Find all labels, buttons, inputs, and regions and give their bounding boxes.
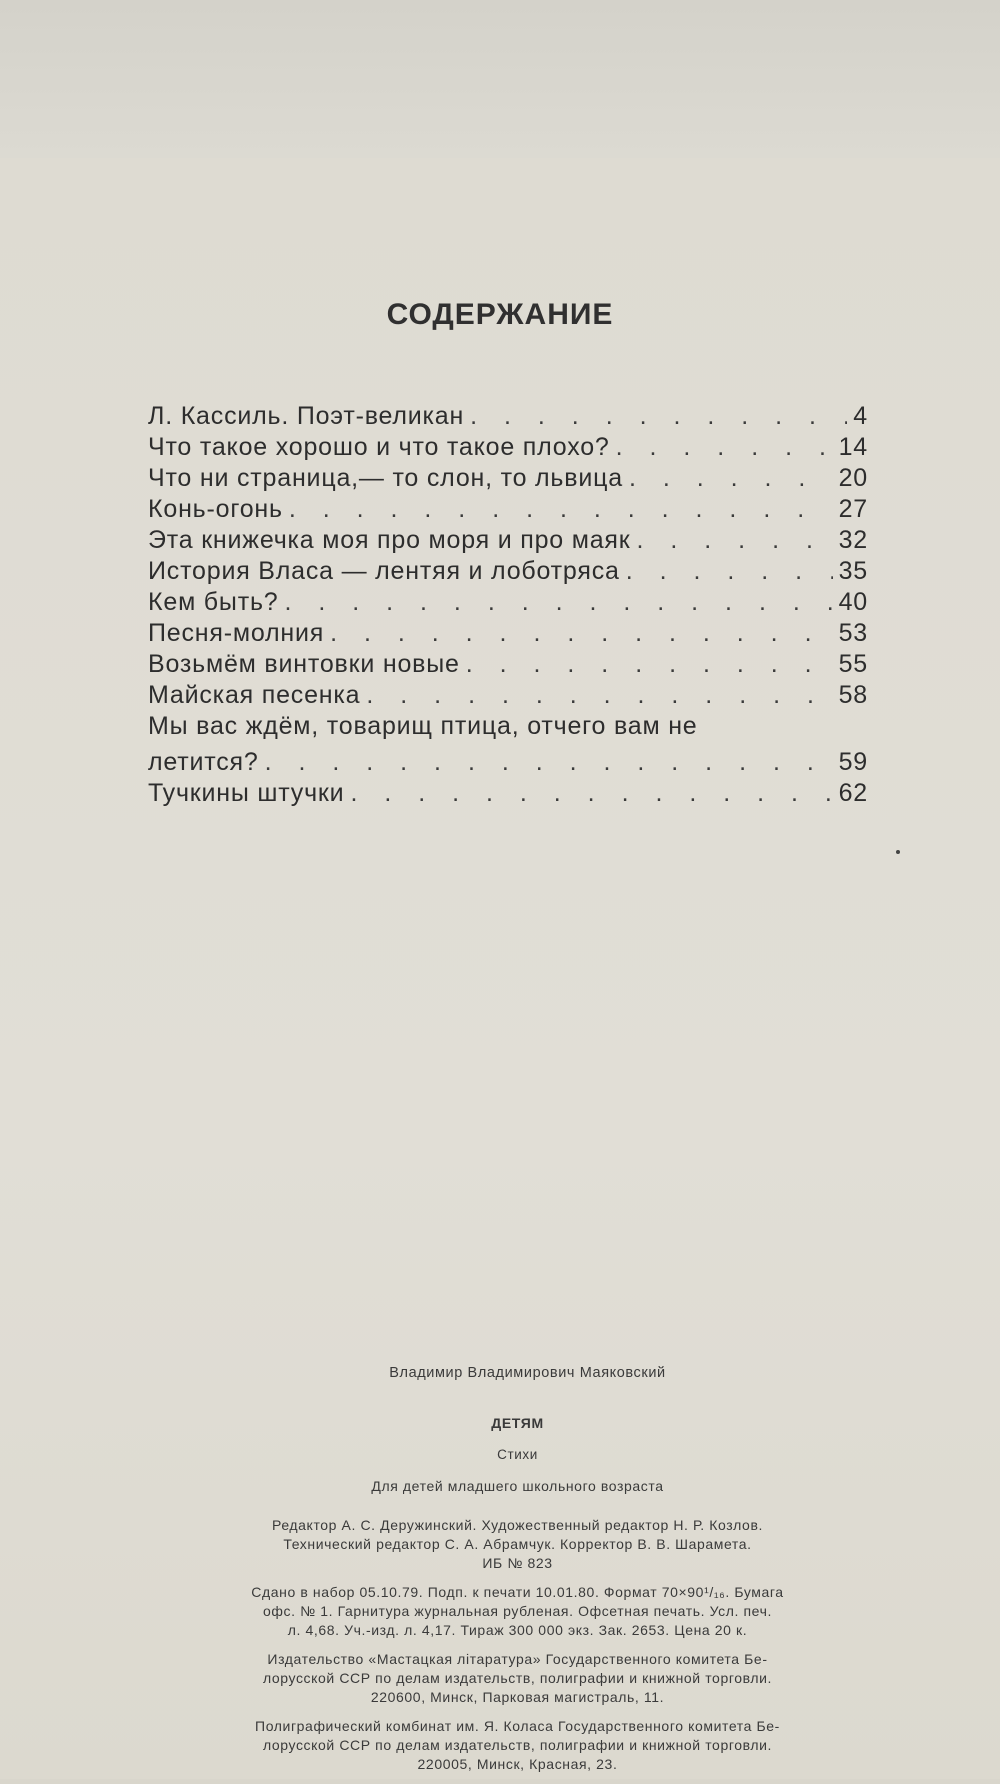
colophon: [150, 1365, 885, 1784]
toc-entry-title: Кем быть?: [148, 588, 279, 616]
printer: [150, 1717, 885, 1774]
printer-line: лорусской ССР по делам издательств, полиграфии и книжной торговли.: [262, 1737, 773, 1753]
toc-heading: СОДЕРЖАНИЕ: [386, 298, 614, 331]
toc-entry-page: 55: [838, 650, 868, 678]
toc-entry-page: 14: [838, 433, 868, 461]
printer-line: Полиграфический комбинат им. Я. Коласа Государственного комитета Бе-: [255, 1718, 780, 1734]
toc-entry: [148, 526, 868, 557]
toc-entry-page: 27: [838, 495, 868, 523]
leader-dots: [366, 681, 832, 710]
publisher: [150, 1650, 885, 1707]
leader-dots: [330, 619, 832, 648]
toc-entry: [148, 681, 868, 712]
toc-entry: [148, 464, 868, 495]
toc-entry: [148, 402, 868, 433]
toc-entry-title: Конь-огонь: [148, 495, 283, 523]
leader-dots: [629, 464, 833, 493]
toc-entry: [148, 650, 868, 681]
credits-line: Редактор А. С. Деружинский. Художественный редактор Н. Р. Козлов.: [272, 1517, 763, 1533]
toc-entry-line: [148, 712, 868, 748]
printer-line: 220005, Минск, Красная, 23.: [417, 1756, 618, 1772]
toc-entry-title: Эта книжечка моя про моря и про маяк: [148, 526, 631, 554]
toc-entry: [148, 557, 868, 588]
toc-entry-title: Майская песенка: [148, 681, 361, 709]
previous-page-edge: [0, 0, 1000, 161]
leader-dots: [470, 402, 847, 431]
toc-entry-page: 4: [853, 402, 868, 430]
toc-entry-title: Песня-молния: [148, 619, 325, 647]
print-line: л. 4,68. Уч.-изд. л. 4,17. Тираж 300 000 экз. Зак. 2653. Цена 20 к.: [287, 1622, 748, 1638]
toc-entry-page: 20: [838, 464, 868, 492]
print-line: офс. № 1. Гарнитура журнальная рубленая. Офсетная печать. Усл. печ.: [263, 1603, 772, 1619]
toc-entry-page: 58: [838, 681, 868, 709]
leader-dots: [350, 779, 832, 808]
genre: Стихи: [497, 1447, 538, 1462]
toc-entry-title: Что такое хорошо и что такое плохо?: [148, 433, 610, 461]
publisher-line: 220600, Минск, Парковая магистраль, 11.: [370, 1689, 665, 1705]
author-name: Владимир Владимирович Маяковский: [389, 1365, 666, 1381]
toc-entry-page: 62: [838, 779, 868, 807]
print-details: [150, 1583, 885, 1640]
leader-dots: [616, 433, 833, 462]
publisher-line: лорусской ССР по делам издательств, полиграфии и книжной торговли.: [262, 1670, 773, 1686]
toc-entry: [148, 495, 868, 526]
toc-entry-title: Что ни страница,— то слон, то львица: [148, 464, 623, 492]
leader-dots: [626, 557, 833, 586]
toc-entry: [148, 433, 868, 464]
leader-dots: [466, 650, 833, 679]
toc-entry-title: Возьмём винтовки новые: [148, 650, 460, 678]
table-of-contents: [148, 402, 868, 810]
toc-entry: [148, 588, 868, 619]
toc-entry: [148, 619, 868, 650]
toc-entry-page: 32: [838, 526, 868, 554]
print-line: Сдано в набор 05.10.79. Подп. к печати 10.01.80. Формат 70×90¹/₁₆. Бумага: [251, 1584, 784, 1600]
leader-dots: [637, 526, 833, 555]
toc-entry-page: 53: [838, 619, 868, 647]
toc-entry-page: 35: [838, 557, 868, 585]
credits: [150, 1516, 885, 1573]
toc-entry: [148, 748, 868, 779]
toc-entry-title: История Власа — лентяя и лоботряса: [148, 557, 620, 585]
leader-dots: [284, 588, 832, 617]
toc-entry: [148, 779, 868, 810]
toc-entry-title: Тучкины штучки: [148, 779, 345, 807]
leader-dots: [265, 748, 833, 777]
toc-entry-page: 59: [838, 748, 868, 776]
leader-dots: [289, 495, 833, 524]
print-speck: [896, 850, 900, 854]
toc-entry-title: летится?: [148, 748, 259, 776]
book-title: ДЕТЯМ: [491, 1415, 544, 1431]
toc-entry-title: Л. Кассиль. Поэт-великан: [148, 402, 465, 430]
toc-entry-title: Мы вас ждём, товарищ птица, отчего вам не: [148, 712, 698, 740]
audience: Для детей младшего школьного возраста: [371, 1478, 664, 1494]
credits-line: Технический редактор С. А. Абрамчук. Корректор В. В. Шарамета.: [283, 1536, 752, 1552]
toc-entry-page: 40: [838, 588, 868, 616]
ib-number: ИБ № 823: [482, 1555, 553, 1571]
publisher-line: Издательство «Мастацкая літаратура» Государственного комитета Бе-: [267, 1651, 768, 1667]
